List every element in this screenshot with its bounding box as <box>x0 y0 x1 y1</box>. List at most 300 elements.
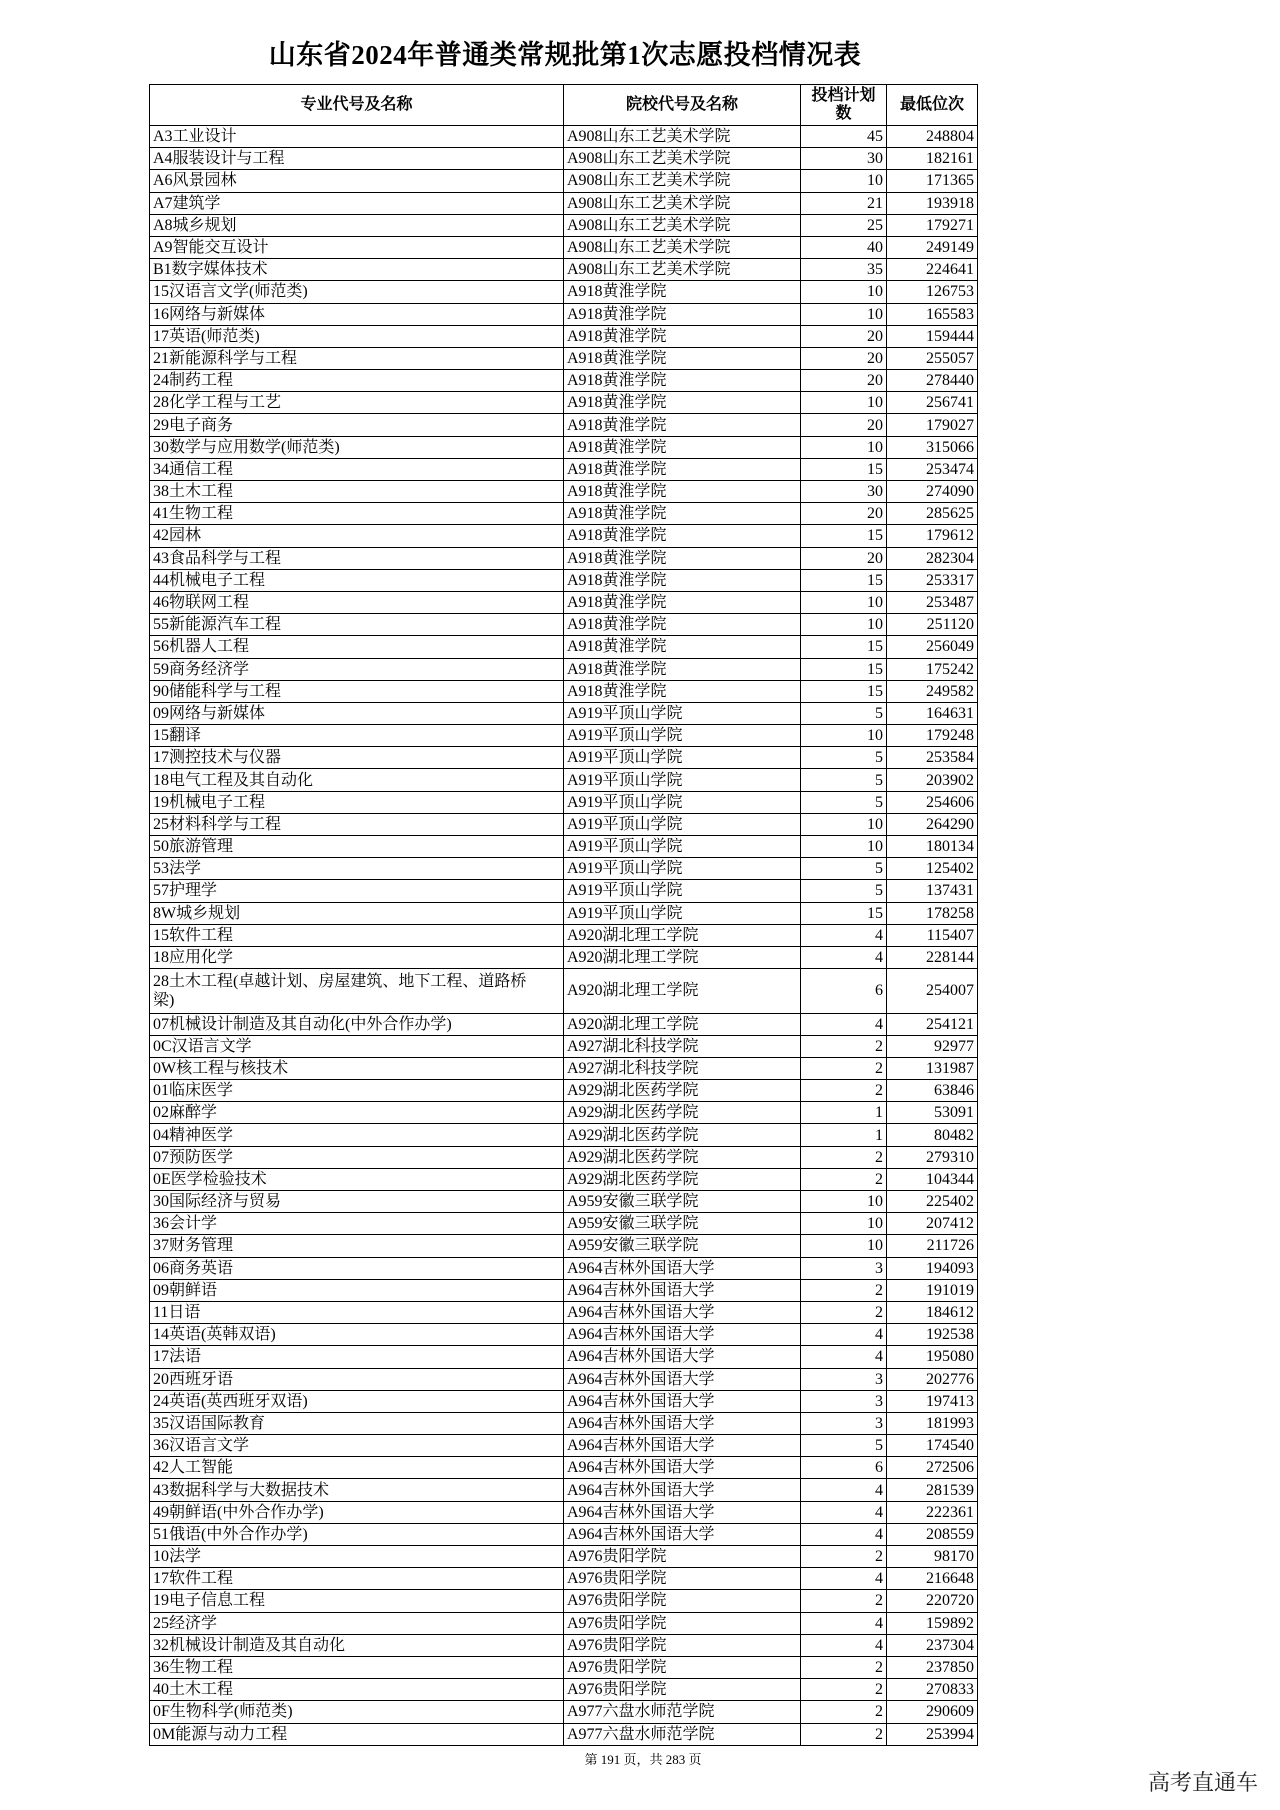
plan-count-cell: 4 <box>801 1568 887 1589</box>
major-cell: 36汉语言文学 <box>150 1435 564 1456</box>
plan-count-cell: 2 <box>801 1701 887 1722</box>
min-rank-cell: 179248 <box>926 727 974 745</box>
min-rank-cell: 115407 <box>926 926 974 944</box>
plan-count-cell: 4 <box>801 1479 887 1500</box>
major-cell: 17法语 <box>150 1346 564 1367</box>
min-rank-cell: 197413 <box>926 1392 974 1410</box>
table-body <box>150 126 977 1746</box>
plan-count-cell: 15 <box>801 525 887 546</box>
min-rank-cell: 171365 <box>926 172 974 190</box>
min-rank-cell: 249582 <box>926 682 974 700</box>
min-rank-cell: 256741 <box>926 394 974 412</box>
school-cell: A918黄淮学院 <box>564 437 801 458</box>
major-cell: 17软件工程 <box>150 1568 564 1589</box>
school-cell: A918黄淮学院 <box>564 659 801 680</box>
plan-count-cell: 2 <box>801 1080 887 1101</box>
major-cell: 0F生物科学(师范类) <box>150 1701 564 1722</box>
table-row <box>150 903 977 925</box>
table-row <box>150 1568 977 1590</box>
plan-count-cell: 4 <box>801 1613 887 1634</box>
table-row <box>150 1102 977 1124</box>
min-rank-cell: 195080 <box>926 1348 974 1366</box>
min-rank-cell: 237850 <box>926 1659 974 1677</box>
plan-count-cell: 15 <box>801 681 887 702</box>
min-rank-cell: 272506 <box>926 1459 974 1477</box>
plan-count-cell: 10 <box>801 392 887 413</box>
major-cell: 53法学 <box>150 858 564 879</box>
major-cell: 01临床医学 <box>150 1080 564 1101</box>
plan-count-cell: 10 <box>801 836 887 857</box>
header-major: 专业代号及名称 <box>150 85 564 125</box>
page-title: 山东省2024年普通类常规批第1次志愿投档情况表 <box>268 40 862 70</box>
school-cell: A976贵阳学院 <box>564 1657 801 1678</box>
plan-count-cell: 2 <box>801 1546 887 1567</box>
major-cell: 17英语(师范类) <box>150 326 564 347</box>
major-cell: 46物联网工程 <box>150 592 564 613</box>
school-cell: A964吉林外国语大学 <box>564 1524 801 1545</box>
school-cell: A964吉林外国语大学 <box>564 1280 801 1301</box>
school-cell: A927湖北科技学院 <box>564 1058 801 1079</box>
table-row <box>150 725 977 747</box>
school-cell: A908山东工艺美术学院 <box>564 193 801 214</box>
min-rank-cell: 174540 <box>926 1437 974 1455</box>
page-footer: 第 191 页，共 283 页 <box>584 1752 702 1767</box>
plan-count-cell: 35 <box>801 259 887 280</box>
table-row <box>150 1391 977 1413</box>
table-row <box>150 237 977 259</box>
major-cell: 15软件工程 <box>150 925 564 946</box>
major-cell: A8城乡规划 <box>150 215 564 236</box>
major-cell: 25经济学 <box>150 1613 564 1634</box>
school-cell: A918黄淮学院 <box>564 592 801 613</box>
school-cell: A964吉林外国语大学 <box>564 1457 801 1478</box>
major-cell: A7建筑学 <box>150 193 564 214</box>
major-cell: 28土木工程(卓越计划、房屋建筑、地下工程、道路桥梁) <box>150 969 564 1012</box>
plan-count-cell: 20 <box>801 414 887 435</box>
plan-count-cell: 30 <box>801 481 887 502</box>
school-cell: A918黄淮学院 <box>564 414 801 435</box>
major-cell: 40土木工程 <box>150 1679 564 1700</box>
table-row <box>150 747 977 769</box>
min-rank-cell: 178258 <box>926 904 974 922</box>
school-cell: A929湖北医药学院 <box>564 1102 801 1123</box>
plan-count-cell: 2 <box>801 1036 887 1057</box>
major-cell: 49朝鲜语(中外合作办学) <box>150 1502 564 1523</box>
major-cell: 36生物工程 <box>150 1657 564 1678</box>
major-cell: 19电子信息工程 <box>150 1590 564 1611</box>
school-cell: A976贵阳学院 <box>564 1590 801 1611</box>
table-row <box>150 1369 977 1391</box>
school-cell: A919平顶山学院 <box>564 725 801 746</box>
min-rank-cell: 211726 <box>926 1237 974 1255</box>
min-rank-cell: 274090 <box>926 483 974 501</box>
min-rank-cell: 281539 <box>926 1481 974 1499</box>
table-row <box>150 148 977 170</box>
school-cell: A920湖北理工学院 <box>564 947 801 968</box>
plan-count-cell: 3 <box>801 1391 887 1412</box>
major-cell: 07机械设计制造及其自动化(中外合作办学) <box>150 1014 564 1035</box>
school-cell: A964吉林外国语大学 <box>564 1479 801 1500</box>
plan-count-cell: 2 <box>801 1302 887 1323</box>
major-cell: 37财务管理 <box>150 1235 564 1256</box>
table-row <box>150 1058 977 1080</box>
min-rank-cell: 254007 <box>926 982 974 1000</box>
major-cell: 09网络与新媒体 <box>150 703 564 724</box>
min-rank-cell: 131987 <box>926 1059 974 1077</box>
min-rank-cell: 207412 <box>926 1215 974 1233</box>
plan-count-cell: 2 <box>801 1724 887 1745</box>
school-cell: A976贵阳学院 <box>564 1546 801 1567</box>
major-cell: 30国际经济与贸易 <box>150 1191 564 1212</box>
school-cell: A964吉林外国语大学 <box>564 1324 801 1345</box>
major-cell: 57护理学 <box>150 880 564 901</box>
major-cell: 35汉语国际教育 <box>150 1413 564 1434</box>
plan-count-cell: 6 <box>801 1457 887 1478</box>
min-rank-cell: 165583 <box>926 305 974 323</box>
major-cell: 29电子商务 <box>150 414 564 435</box>
major-cell: 34通信工程 <box>150 459 564 480</box>
table-row <box>150 1258 977 1280</box>
school-cell: A919平顶山学院 <box>564 858 801 879</box>
min-rank-cell: 220720 <box>926 1592 974 1610</box>
school-cell: A964吉林外国语大学 <box>564 1258 801 1279</box>
table-row <box>150 1324 977 1346</box>
major-cell: 38土木工程 <box>150 481 564 502</box>
table-row <box>150 525 977 547</box>
min-rank-cell: 315066 <box>926 438 974 456</box>
major-cell: 43食品科学与工程 <box>150 548 564 569</box>
plan-count-cell: 15 <box>801 903 887 924</box>
school-cell: A929湖北医药学院 <box>564 1169 801 1190</box>
table-row <box>150 925 977 947</box>
table-row <box>150 1036 977 1058</box>
school-cell: A918黄淮学院 <box>564 392 801 413</box>
plan-count-cell: 6 <box>801 969 887 1012</box>
major-cell: 56机器人工程 <box>150 636 564 657</box>
major-cell: A4服装设计与工程 <box>150 148 564 169</box>
table-row <box>150 1213 977 1235</box>
header-min-rank: 最低位次 <box>899 96 964 113</box>
major-cell: 42人工智能 <box>150 1457 564 1478</box>
school-cell: A918黄淮学院 <box>564 570 801 591</box>
table-row <box>150 414 977 436</box>
major-cell: 18电气工程及其自动化 <box>150 769 564 790</box>
table-row <box>150 1124 977 1146</box>
min-rank-cell: 253994 <box>926 1725 974 1743</box>
plan-count-cell: 10 <box>801 437 887 458</box>
table-row <box>150 1457 977 1479</box>
table-row <box>150 681 977 703</box>
table-row <box>150 1413 977 1435</box>
school-cell: A964吉林外国语大学 <box>564 1435 801 1456</box>
table-row <box>150 636 977 658</box>
major-cell: 17测控技术与仪器 <box>150 747 564 768</box>
min-rank-cell: 270833 <box>926 1681 974 1699</box>
min-rank-cell: 254121 <box>926 1015 974 1033</box>
school-cell: A976贵阳学院 <box>564 1635 801 1656</box>
major-cell: A9智能交互设计 <box>150 237 564 258</box>
plan-count-cell: 2 <box>801 1147 887 1168</box>
table-row <box>150 880 977 902</box>
plan-count-cell: 4 <box>801 1635 887 1656</box>
min-rank-cell: 253584 <box>926 749 974 767</box>
school-cell: A918黄淮学院 <box>564 636 801 657</box>
school-cell: A959安徽三联学院 <box>564 1191 801 1212</box>
table-row <box>150 1479 977 1501</box>
plan-count-cell: 20 <box>801 370 887 391</box>
school-cell: A918黄淮学院 <box>564 503 801 524</box>
min-rank-cell: 222361 <box>926 1503 974 1521</box>
school-cell: A919平顶山学院 <box>564 703 801 724</box>
table-row <box>150 437 977 459</box>
plan-count-cell: 15 <box>801 636 887 657</box>
table-row <box>150 1546 977 1568</box>
table-row <box>150 459 977 481</box>
plan-count-cell: 5 <box>801 769 887 790</box>
plan-count-cell: 21 <box>801 193 887 214</box>
major-cell: 55新能源汽车工程 <box>150 614 564 635</box>
table-row <box>150 1346 977 1368</box>
table-row <box>150 392 977 414</box>
min-rank-cell: 253317 <box>926 571 974 589</box>
school-cell: A908山东工艺美术学院 <box>564 148 801 169</box>
table-row <box>150 259 977 281</box>
major-cell: 51俄语(中外合作办学) <box>150 1524 564 1545</box>
plan-count-cell: 10 <box>801 170 887 191</box>
table-row <box>150 1191 977 1213</box>
table-row <box>150 814 977 836</box>
min-rank-cell: 203902 <box>926 771 974 789</box>
table-row <box>150 836 977 858</box>
table-row <box>150 592 977 614</box>
table-row <box>150 1724 977 1746</box>
plan-count-cell: 10 <box>801 814 887 835</box>
min-rank-cell: 125402 <box>926 860 974 878</box>
school-cell: A929湖北医药学院 <box>564 1080 801 1101</box>
school-cell: A976贵阳学院 <box>564 1568 801 1589</box>
table-row <box>150 1280 977 1302</box>
min-rank-cell: 285625 <box>926 505 974 523</box>
plan-count-cell: 5 <box>801 1435 887 1456</box>
table-row <box>150 1635 977 1657</box>
min-rank-cell: 182161 <box>926 150 974 168</box>
table-row <box>150 1080 977 1102</box>
school-cell: A959安徽三联学院 <box>564 1213 801 1234</box>
school-cell: A964吉林外国语大学 <box>564 1302 801 1323</box>
plan-count-cell: 4 <box>801 947 887 968</box>
table-row <box>150 1302 977 1324</box>
major-cell: B1数字媒体技术 <box>150 259 564 280</box>
major-cell: 16网络与新媒体 <box>150 304 564 325</box>
school-cell: A920湖北理工学院 <box>564 1014 801 1035</box>
plan-count-cell: 2 <box>801 1169 887 1190</box>
plan-count-cell: 10 <box>801 592 887 613</box>
plan-count-cell: 30 <box>801 148 887 169</box>
plan-count-cell: 10 <box>801 1213 887 1234</box>
min-rank-cell: 80482 <box>934 1126 974 1144</box>
plan-count-cell: 2 <box>801 1058 887 1079</box>
school-cell: A918黄淮学院 <box>564 370 801 391</box>
table-row <box>150 126 977 148</box>
min-rank-cell: 184612 <box>926 1304 974 1322</box>
school-cell: A918黄淮学院 <box>564 481 801 502</box>
min-rank-cell: 253487 <box>926 594 974 612</box>
min-rank-cell: 53091 <box>934 1104 974 1122</box>
plan-count-cell: 15 <box>801 659 887 680</box>
plan-count-cell: 15 <box>801 459 887 480</box>
school-cell: A918黄淮学院 <box>564 525 801 546</box>
plan-count-cell: 5 <box>801 880 887 901</box>
table-row <box>150 1147 977 1169</box>
table-row <box>150 1235 977 1257</box>
school-cell: A977六盘水师范学院 <box>564 1701 801 1722</box>
school-cell: A918黄淮学院 <box>564 281 801 302</box>
major-cell: 90储能科学与工程 <box>150 681 564 702</box>
plan-count-cell: 10 <box>801 725 887 746</box>
major-cell: 41生物工程 <box>150 503 564 524</box>
major-cell: 36会计学 <box>150 1213 564 1234</box>
watermark: 高考直通车 <box>1148 1771 1259 1796</box>
min-rank-cell: 181993 <box>926 1414 974 1432</box>
major-cell: 8W城乡规划 <box>150 903 564 924</box>
major-cell: 25材料科学与工程 <box>150 814 564 835</box>
major-cell: 21新能源科学与工程 <box>150 348 564 369</box>
major-cell: 44机械电子工程 <box>150 570 564 591</box>
table-row <box>150 1524 977 1546</box>
school-cell: A929湖北医药学院 <box>564 1124 801 1145</box>
major-cell: 07预防医学 <box>150 1147 564 1168</box>
major-cell: 59商务经济学 <box>150 659 564 680</box>
plan-count-cell: 1 <box>801 1102 887 1123</box>
min-rank-cell: 92977 <box>934 1037 974 1055</box>
school-cell: A977六盘水师范学院 <box>564 1724 801 1745</box>
plan-count-cell: 10 <box>801 304 887 325</box>
plan-count-cell: 1 <box>801 1124 887 1145</box>
min-rank-cell: 192538 <box>926 1326 974 1344</box>
min-rank-cell: 248804 <box>926 128 974 146</box>
table-row <box>150 1701 977 1723</box>
plan-count-cell: 5 <box>801 858 887 879</box>
school-cell: A964吉林外国语大学 <box>564 1391 801 1412</box>
major-cell: 10法学 <box>150 1546 564 1567</box>
school-cell: A964吉林外国语大学 <box>564 1502 801 1523</box>
major-cell: 30数学与应用数学(师范类) <box>150 437 564 458</box>
major-cell: 50旅游管理 <box>150 836 564 857</box>
table-row <box>150 548 977 570</box>
plan-count-cell: 20 <box>801 548 887 569</box>
table-header-row <box>150 85 977 126</box>
school-cell: A976贵阳学院 <box>564 1613 801 1634</box>
min-rank-cell: 237304 <box>926 1636 974 1654</box>
major-cell: 0W核工程与核技术 <box>150 1058 564 1079</box>
major-cell: 20西班牙语 <box>150 1369 564 1390</box>
school-cell: A908山东工艺美术学院 <box>564 259 801 280</box>
school-cell: A964吉林外国语大学 <box>564 1346 801 1367</box>
school-cell: A908山东工艺美术学院 <box>564 170 801 191</box>
min-rank-cell: 98170 <box>934 1548 974 1566</box>
min-rank-cell: 104344 <box>926 1170 974 1188</box>
min-rank-cell: 175242 <box>926 660 974 678</box>
table-row <box>150 281 977 303</box>
min-rank-cell: 191019 <box>926 1281 974 1299</box>
plan-count-cell: 4 <box>801 1502 887 1523</box>
school-cell: A929湖北医药学院 <box>564 1147 801 1168</box>
min-rank-cell: 253474 <box>926 460 974 478</box>
plan-count-cell: 4 <box>801 925 887 946</box>
major-cell: 11日语 <box>150 1302 564 1323</box>
major-cell: 02麻醉学 <box>150 1102 564 1123</box>
plan-count-cell: 4 <box>801 1014 887 1035</box>
plan-count-cell: 2 <box>801 1590 887 1611</box>
table-row <box>150 614 977 636</box>
min-rank-cell: 137431 <box>926 882 974 900</box>
school-cell: A919平顶山学院 <box>564 903 801 924</box>
table-row <box>150 326 977 348</box>
major-cell: 18应用化学 <box>150 947 564 968</box>
school-cell: A918黄淮学院 <box>564 304 801 325</box>
school-cell: A920湖北理工学院 <box>564 969 801 1012</box>
table-row <box>150 570 977 592</box>
plan-count-cell: 2 <box>801 1679 887 1700</box>
min-rank-cell: 202776 <box>926 1370 974 1388</box>
school-cell: A918黄淮学院 <box>564 326 801 347</box>
plan-count-cell: 4 <box>801 1324 887 1345</box>
table-row <box>150 348 977 370</box>
table-row <box>150 304 977 326</box>
plan-count-cell: 5 <box>801 703 887 724</box>
major-cell: 42园林 <box>150 525 564 546</box>
table-row <box>150 503 977 525</box>
plan-count-cell: 20 <box>801 348 887 369</box>
min-rank-cell: 159444 <box>926 327 974 345</box>
min-rank-cell: 251120 <box>926 616 974 634</box>
table-row <box>150 947 977 969</box>
school-cell: A919平顶山学院 <box>564 880 801 901</box>
school-cell: A976贵阳学院 <box>564 1679 801 1700</box>
plan-count-cell: 2 <box>801 1657 887 1678</box>
major-cell: A3工业设计 <box>150 126 564 147</box>
admission-table <box>149 84 978 1746</box>
min-rank-cell: 193918 <box>926 194 974 212</box>
plan-count-cell: 45 <box>801 126 887 147</box>
major-cell: 04精神医学 <box>150 1124 564 1145</box>
school-cell: A919平顶山学院 <box>564 836 801 857</box>
major-cell: 14英语(英韩双语) <box>150 1324 564 1345</box>
min-rank-cell: 164631 <box>926 704 974 722</box>
plan-count-cell: 15 <box>801 570 887 591</box>
major-cell: 0C汉语言文学 <box>150 1036 564 1057</box>
plan-count-cell: 3 <box>801 1369 887 1390</box>
table-row <box>150 1502 977 1524</box>
major-cell: 43数据科学与大数据技术 <box>150 1479 564 1500</box>
min-rank-cell: 179027 <box>926 416 974 434</box>
major-cell: 28化学工程与工艺 <box>150 392 564 413</box>
major-cell: 09朝鲜语 <box>150 1280 564 1301</box>
major-cell: 24制药工程 <box>150 370 564 391</box>
table-row <box>150 659 977 681</box>
min-rank-cell: 180134 <box>926 838 974 856</box>
school-cell: A919平顶山学院 <box>564 792 801 813</box>
plan-count-cell: 10 <box>801 1235 887 1256</box>
min-rank-cell: 278440 <box>926 372 974 390</box>
school-cell: A959安徽三联学院 <box>564 1235 801 1256</box>
table-row <box>150 215 977 237</box>
school-cell: A918黄淮学院 <box>564 614 801 635</box>
min-rank-cell: 179271 <box>926 216 974 234</box>
school-cell: A908山东工艺美术学院 <box>564 237 801 258</box>
table-row <box>150 858 977 880</box>
table-row <box>150 370 977 392</box>
